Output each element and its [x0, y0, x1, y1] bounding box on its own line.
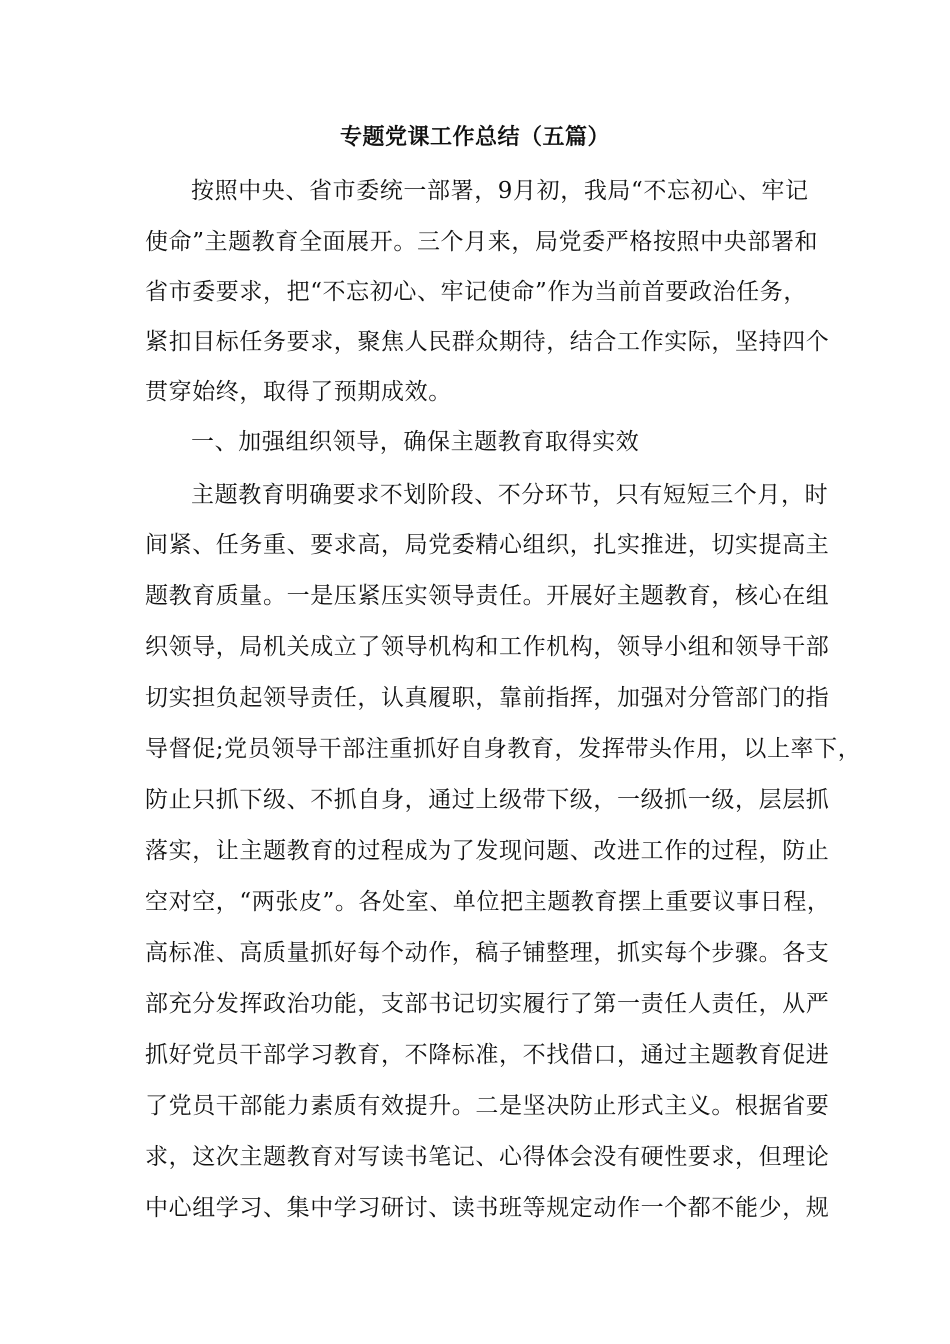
paragraph-line: 落实，让主题教育的过程成为了发现问题、改进工作的过程，防止 [145, 838, 830, 864]
paragraph-line: 主题教育明确要求不划阶段、不分环节，只有短短三个月，时 [191, 482, 829, 508]
paragraph-line: 导督促;党员领导干部注重抓好自身教育，发挥带头作用，以上率下， [145, 736, 862, 762]
paragraph-line: 省市委要求，把“不忘初心、牢记使命”作为当前首要政治任务， [145, 279, 807, 305]
paragraph-line: 切实担负起领导责任，认真履职，靠前指挥，加强对分管部门的指 [145, 685, 830, 711]
paragraph-line: 了党员干部能力素质有效提升。二是坚决防止形式主义。根据省要 [145, 1093, 830, 1119]
document-title: 专题党课工作总结（五篇） [339, 124, 610, 150]
paragraph-line: 织领导，局机关成立了领导机构和工作机构，领导小组和领导干部 [145, 634, 830, 660]
paragraph-line: 使命”主题教育全面展开。三个月来，局党委严格按照中央部署和 [145, 229, 819, 255]
paragraph-line: 题教育质量。一是压紧压实领导责任。开展好主题教育，核心在组 [145, 583, 830, 609]
paragraph-line: 抓好党员干部学习教育，不降标准，不找借口，通过主题教育促进 [145, 1042, 830, 1068]
paragraph-line: 空对空，“两张皮”。各处室、单位把主题教育摆上重要议事日程， [145, 889, 831, 915]
paragraph-line: 紧扣目标任务要求，聚焦人民群众期待，结合工作实际，坚持四个 [145, 329, 830, 355]
paragraph-line: 贯穿始终，取得了预期成效。 [145, 379, 452, 405]
section-heading: 一、加强组织领导，确保主题教育取得实效 [191, 429, 640, 455]
paragraph-line: 按照中央、省市委统一部署，9月初，我局“不忘初心、牢记 [191, 178, 809, 204]
paragraph-line: 防止只抓下级、不抓自身，通过上级带下级，一级抓一级，层层抓 [145, 787, 830, 813]
paragraph-line: 间紧、任务重、要求高，局党委精心组织，扎实推进，切实提高主 [145, 532, 830, 558]
paragraph-line: 求，这次主题教育对写读书笔记、心得体会没有硬性要求，但理论 [145, 1144, 830, 1170]
paragraph-line: 部充分发挥政治功能，支部书记切实履行了第一责任人责任，从严 [145, 991, 830, 1017]
paragraph-line: 高标准、高质量抓好每个动作，稿子铺整理，抓实每个步骤。各支 [145, 940, 830, 966]
paragraph-line: 中心组学习、集中学习研讨、读书班等规定动作一个都不能少，规 [145, 1195, 830, 1221]
